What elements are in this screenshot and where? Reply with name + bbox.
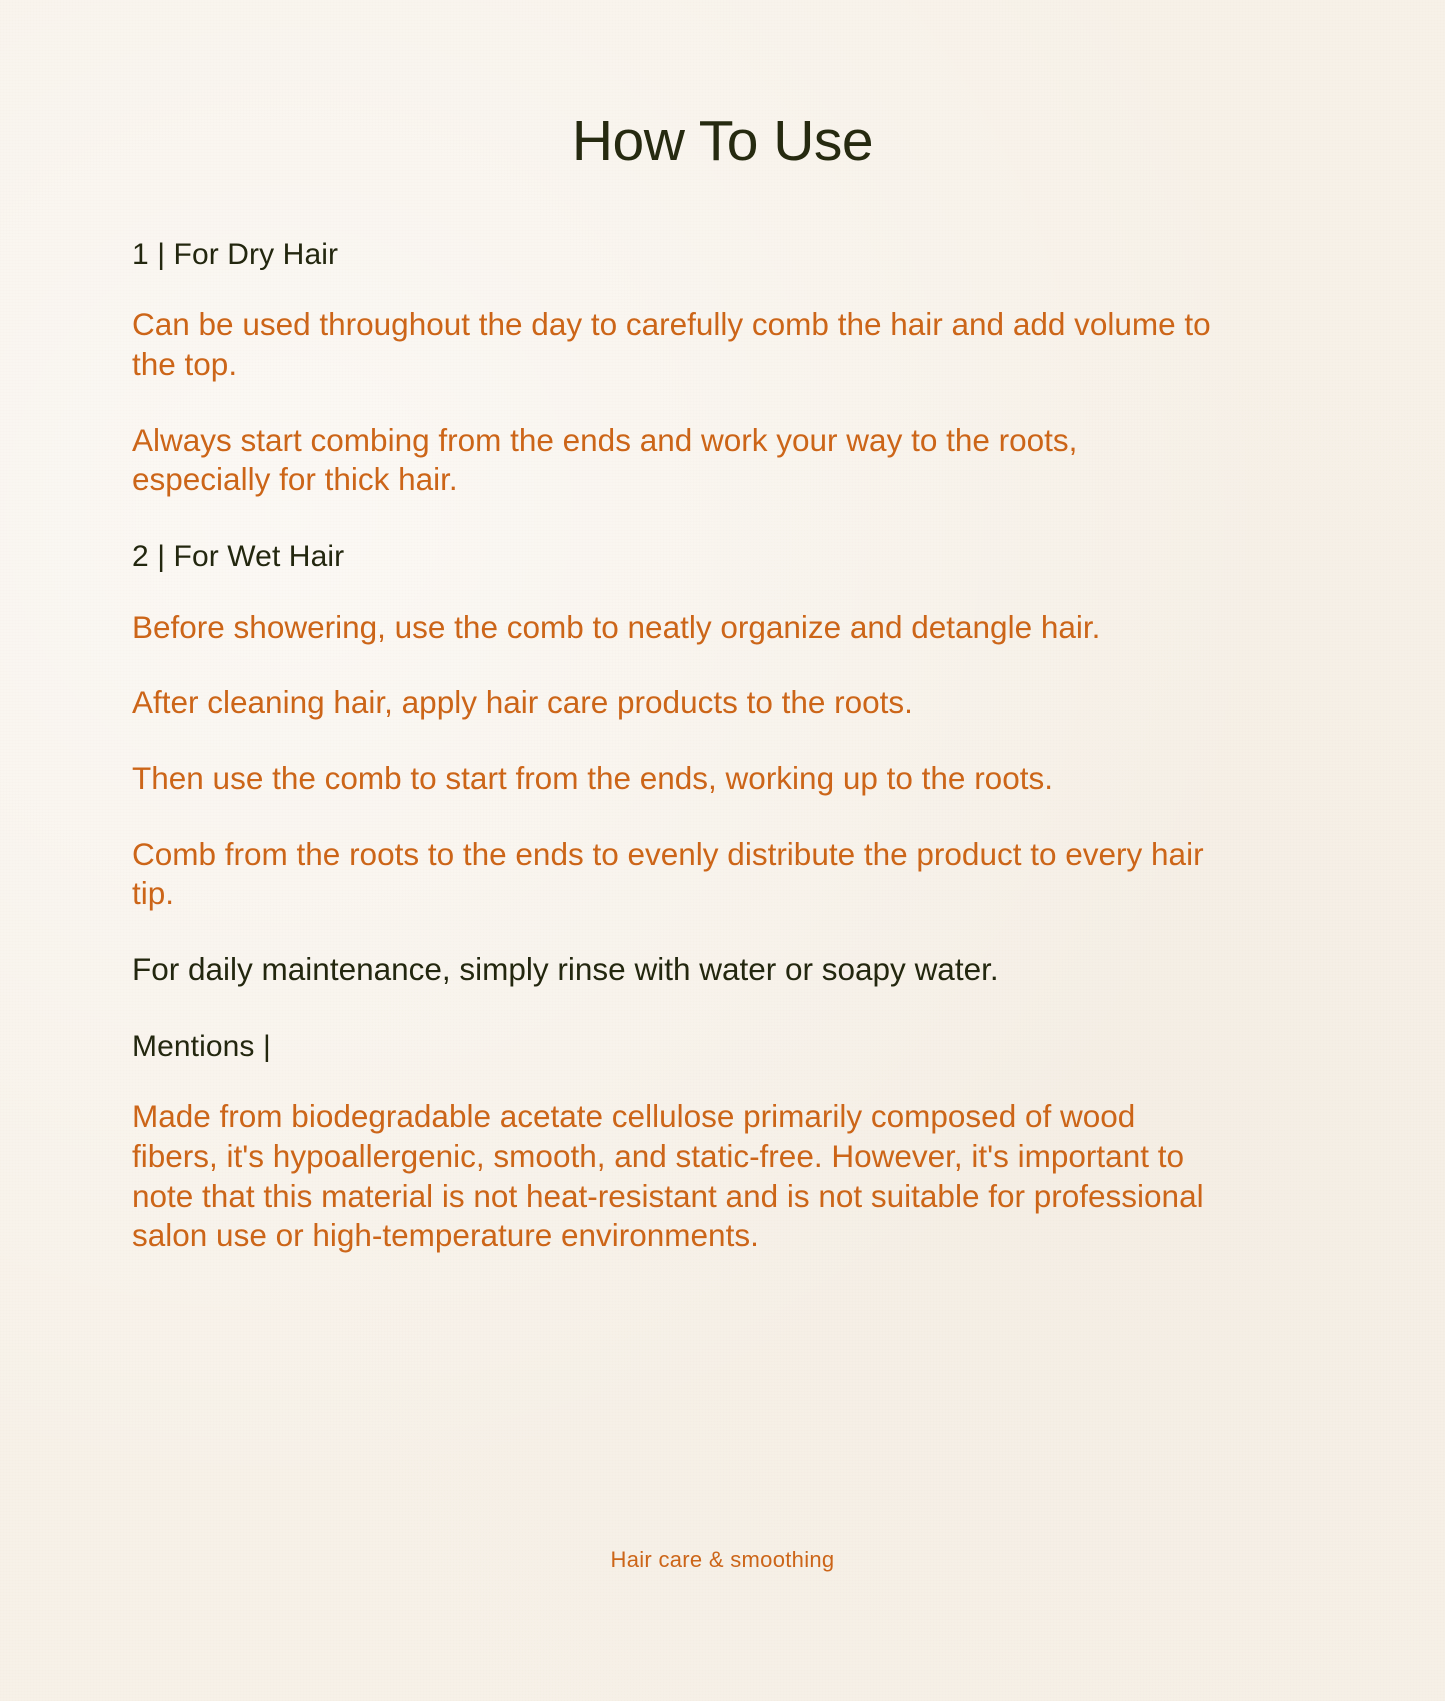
- paragraph-wet-hair-3: Then use the comb to start from the ends, working up to the roots.: [132, 759, 1053, 796]
- paragraph-daily-maintenance: For daily maintenance, simply rinse with water or soapy water.: [132, 951, 999, 988]
- footer-tagline: Hair care & smoothing: [610, 1547, 835, 1572]
- page-title: How To Use: [571, 109, 874, 173]
- paragraph-wet-hair-2: After cleaning hair, apply hair care products to the roots.: [132, 684, 913, 721]
- section-dry-hair: [132, 236, 1313, 500]
- section-wet-hair: [132, 538, 1313, 990]
- paragraph-mentions-material: Made from biodegradable acetate cellulose primarily composed of wood fibers, it's hypoallergenic, smooth, and static-free. However, it's important to note that this material is not heat-resistant and is not suitable for professional salon use or high-temperature environments.: [132, 1098, 1204, 1254]
- section-heading-wet-hair: 2 | For Wet Hair: [132, 540, 345, 574]
- section-mentions: [132, 1028, 1313, 1256]
- section-heading-mentions: Mentions |: [132, 1029, 271, 1063]
- instructions-body: [132, 236, 1313, 1256]
- paragraph-wet-hair-4: Comb from the roots to the ends to evenly distribute the product to every hair tip.: [132, 835, 1204, 912]
- section-heading-dry-hair: 1 | For Dry Hair: [132, 237, 339, 271]
- paragraph-dry-hair-2: Always start combing from the ends and work your way to the roots, especially for thick hair.: [132, 421, 1078, 498]
- paragraph-dry-hair-1: Can be used throughout the day to carefully comb the hair and add volume to the top.: [132, 306, 1211, 383]
- paragraph-wet-hair-1: Before showering, use the comb to neatly organize and detangle hair.: [132, 608, 1101, 645]
